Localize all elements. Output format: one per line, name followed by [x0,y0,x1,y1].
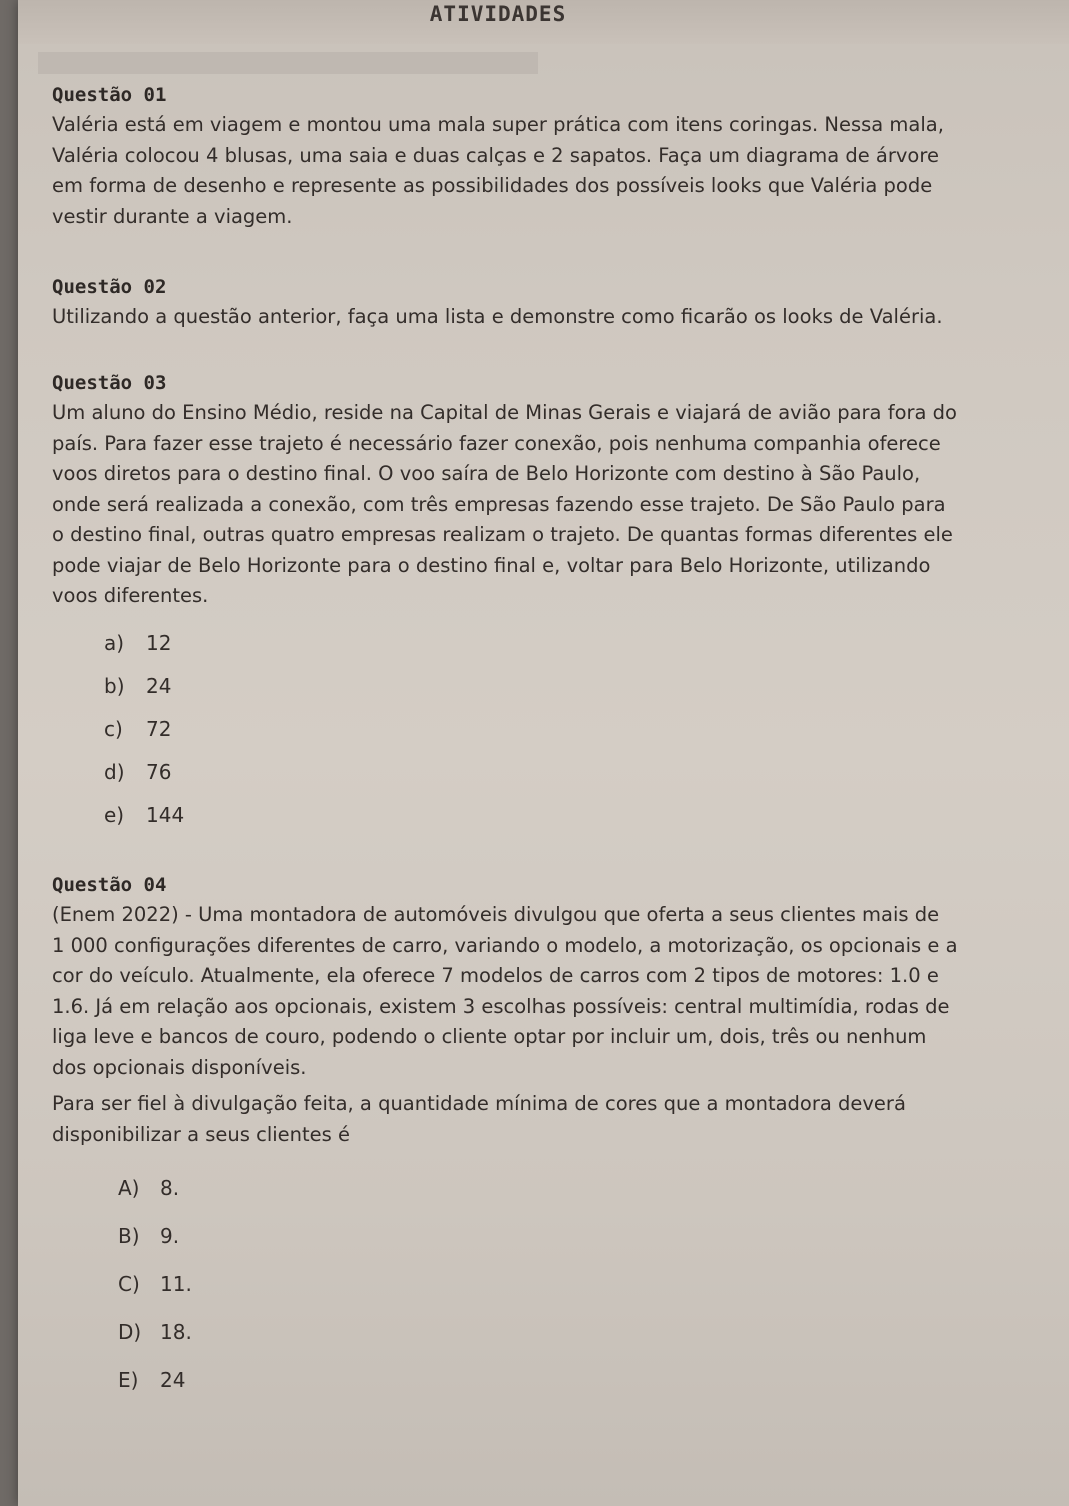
option-d[interactable] [118,1308,958,1356]
text-line: onde será realizada a conexão, com três empresas fazendo esse trajeto. De São Paulo para [52,492,946,516]
question-2 [52,276,943,333]
option-letter: D) [118,1320,142,1344]
option-letter: C) [118,1272,140,1296]
option-letter: A) [118,1176,140,1200]
option-c[interactable] [118,1260,958,1308]
question-4-options [118,1164,958,1404]
text-line: liga leve e bancos de couro, podendo o cliente optar por incluir um, dois, três ou nenhum [52,1025,927,1048]
option-letter: d) [104,759,125,784]
option-text: 24 [160,1368,186,1392]
option-text: 18. [160,1320,192,1344]
text-line: Valéria está em viagem e montou uma mala super prática com itens coringas. Nessa mala, [52,113,944,136]
text-line: 1.6. Já em relação aos opcionais, existem 3 escolhas possíveis: central multimídia, rodas de [52,994,950,1018]
text-line: o destino final, outras quatro empresas realizam o trajeto. De quantas formas diferentes ele [52,523,953,546]
text-line: dos opcionais disponíveis. [52,1055,307,1079]
text-line: país. Para fazer esse trajeto é necessário fazer conexão, pois nenhuma companhia oferece [52,431,941,455]
question-3-text [52,398,957,612]
option-e[interactable] [118,1356,958,1404]
option-d[interactable] [104,751,957,794]
text-line: (Enem 2022) - Uma montadora de automóveis divulgou que oferta a seus clientes mais de [52,903,940,926]
text-line: Utilizando a questão anterior, faça uma lista e demonstre como ficarão os looks de Valéria. [52,305,943,328]
option-text: 24 [146,673,172,698]
option-text: 11. [160,1272,192,1296]
option-letter: e) [104,802,125,827]
option-c[interactable] [104,708,957,751]
option-letter: c) [104,716,123,741]
option-letter: B) [118,1224,140,1248]
text-line: Um aluno do Ensino Médio, reside na Capital de Minas Gerais e viajará de avião para fora do [52,401,957,424]
option-b[interactable] [104,665,957,708]
question-1-text [52,110,944,232]
option-text: 72 [146,716,172,741]
option-letter: b) [104,673,125,698]
text-line: pode viajar de Belo Horizonte para o destino final e, voltar para Belo Horizonte, utilizando [52,553,931,577]
question-3-options [104,622,957,837]
option-text: 76 [146,759,172,784]
option-text: 8. [160,1176,180,1200]
question-1 [52,84,944,232]
text-line: cor do veículo. Atualmente, ela oferece 7 modelos de carros com 2 tipos de motores: 1.0 e [52,964,939,987]
option-b[interactable] [118,1212,958,1260]
option-letter: a) [104,630,125,655]
option-e[interactable] [104,794,957,837]
text-line: voos diferentes. [52,584,209,607]
text-line: em forma de desenho e represente as possibilidades dos possíveis looks que Valéria pode [52,174,933,197]
text-line: Valéria colocou 4 blusas, uma saia e duas calças e 2 sapatos. Faça um diagrama de árvore [52,143,939,167]
question-4-prompt [52,1089,958,1150]
question-1-title: Questão 01 [52,84,167,106]
question-4-text [52,900,958,1083]
option-a[interactable] [118,1164,958,1212]
text-line: vestir durante a viagem. [52,204,293,228]
question-4 [52,874,958,1404]
question-2-text [52,302,943,333]
option-text: 12 [146,630,172,655]
paper-sheet [18,0,1069,1506]
question-4-title: Questão 04 [52,874,167,896]
text-line: voos diretos para o destino final. O voo saíra de Belo Horizonte com destino à São Paulo, [52,462,921,485]
text-line: disponibilizar a seus clientes é [52,1122,351,1146]
question-3-title: Questão 03 [52,372,167,394]
option-text: 9. [160,1224,180,1248]
header-shadow-strip [38,52,538,74]
text-line: Para ser fiel à divulgação feita, a quantidade mínima de cores que a montadora deverá [52,1092,906,1115]
option-letter: E) [118,1368,139,1392]
option-text: 144 [146,802,185,827]
question-2-title: Questão 02 [52,276,167,298]
page-title: ATIVIDADES [429,2,567,26]
question-3 [52,372,957,837]
text-line: 1 000 configurações diferentes de carro, variando o modelo, a motorização, os opcionais e a [52,933,958,957]
option-a[interactable] [104,622,957,665]
